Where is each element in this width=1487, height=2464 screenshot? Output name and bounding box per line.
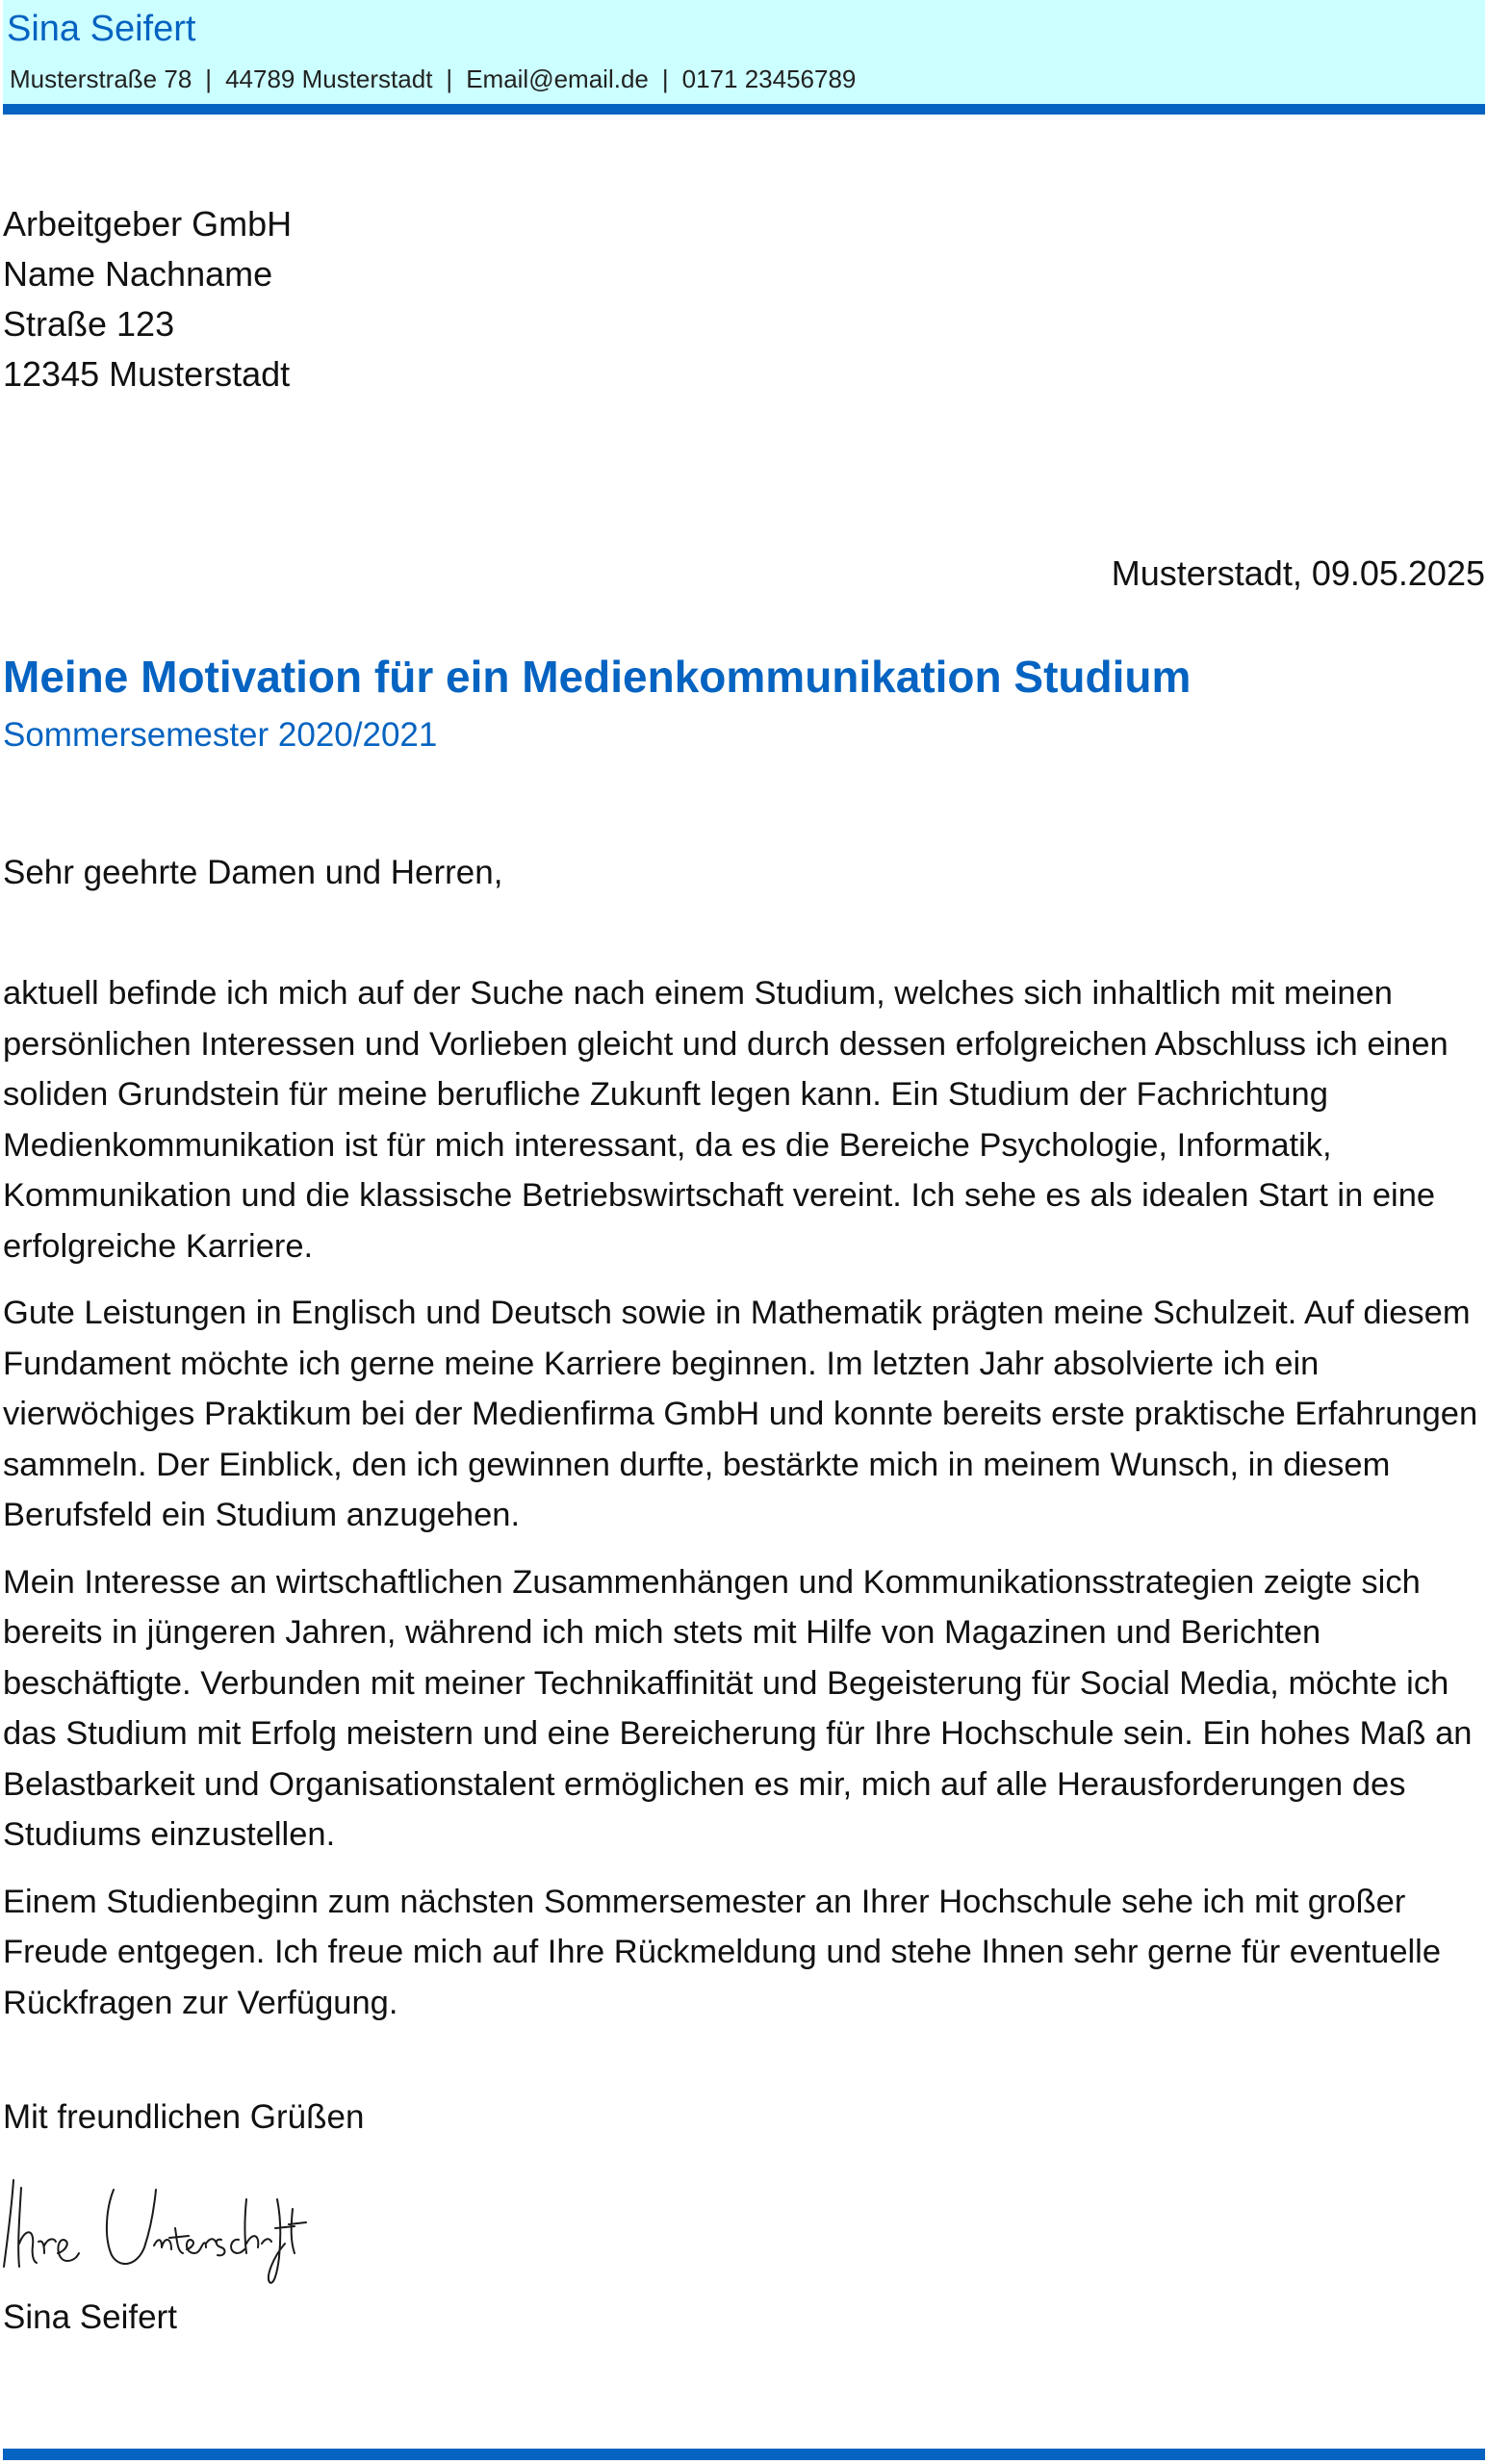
recipient-street: Straße 123 <box>3 304 175 344</box>
separator: | <box>205 64 213 93</box>
letter-subtitle: Sommersemester 2020/2021 <box>3 716 438 754</box>
sender-contact-line <box>10 64 856 94</box>
signer-name: Sina Seifert <box>3 2298 177 2336</box>
body-paragraph: Einem Studienbeginn zum nächsten Sommersemester an Ihrer Hochschule sehe ich mit großer Freude entgegen. Ich freue mich auf Ihre Rückmeldung und stehe Ihnen sehr gerne für eventuelle Rückfragen zur Verfügung. <box>3 1883 1442 2021</box>
handwritten-signature <box>0 2161 356 2296</box>
header-divider <box>3 104 1485 115</box>
recipient-company: Arbeitgeber GmbH <box>3 204 293 244</box>
body-paragraph: aktuell befinde ich mich auf der Suche nach einem Studium, welches sich inhaltlich mit meinen persönlichen Interessen und Vorlieben gleicht und durch dessen erfolgreichen Abschluss ich einen soliden Grundstein für meine berufliche Zukunft legen kann. Ein Studium der Fachrichtung Medienkommunikation ist für mich interessant, da es die Bereiche Psychologie, Informatik, Kommunikation und die klassische Betriebswirtschaft vereint. Ich sehe es als idealen Start in eine erfolgreiche Karriere. <box>3 975 1449 1265</box>
letter-header <box>3 0 1485 104</box>
letter-subject: Meine Motivation für ein Medienkommunikation Studium <box>3 652 1192 702</box>
sender-email: Email@email.de <box>466 64 649 93</box>
place-date: Musterstadt, 09.05.2025 <box>1111 553 1485 593</box>
sender-city: 44789 Musterstadt <box>225 64 433 93</box>
closing: Mit freundlichen Grüßen <box>3 2098 365 2136</box>
body-paragraph: Mein Interesse an wirtschaftlichen Zusammenhängen und Kommunikationsstrategien zeigte sich bereits in jüngeren Jahren, während ich mich stets mit Hilfe von Magazinen und Berichten beschäftigte. Verbunden mit meiner Technikaffinität und Begeisterung für Social Media, möchte ich das Studium mit Erfolg meistern und eine Bereicherung für Ihre Hochschule sein. Ein hohes Maß an Belastbarkeit und Organisationstalent ermöglichen es mir, mich auf alle Herausforderungen des Studiums einzustellen. <box>3 1563 1473 1853</box>
recipient-contact: Name Nachname <box>3 254 273 294</box>
separator: | <box>446 64 453 93</box>
sender-name: Sina Seifert <box>7 9 196 49</box>
sender-phone: 0171 23456789 <box>681 64 857 93</box>
letter-body <box>3 968 1485 2044</box>
footer-divider <box>3 2449 1485 2460</box>
sender-street: Musterstraße 78 <box>10 64 192 93</box>
recipient-city: 12345 Musterstadt <box>3 354 291 394</box>
separator: | <box>661 64 669 93</box>
body-paragraph: Gute Leistungen in Englisch und Deutsch sowie in Mathematik prägten meine Schulzeit. Auf diesem Fundament möchte ich gerne meine Karriere beginnen. Im letzten Jahr absolvierte ich ein vierwöchiges Praktikum bei der Medienfirma GmbH und konnte bereits erste praktische Erfahrungen sammeln. Der Einblick, den ich gewinnen durfte, bestärkte mich in meinem Wunsch, in diesem Berufsfeld ein Studium anzugehen. <box>3 1295 1478 1533</box>
recipient-address <box>3 199 292 399</box>
salutation: Sehr geehrte Damen und Herren, <box>3 854 503 891</box>
